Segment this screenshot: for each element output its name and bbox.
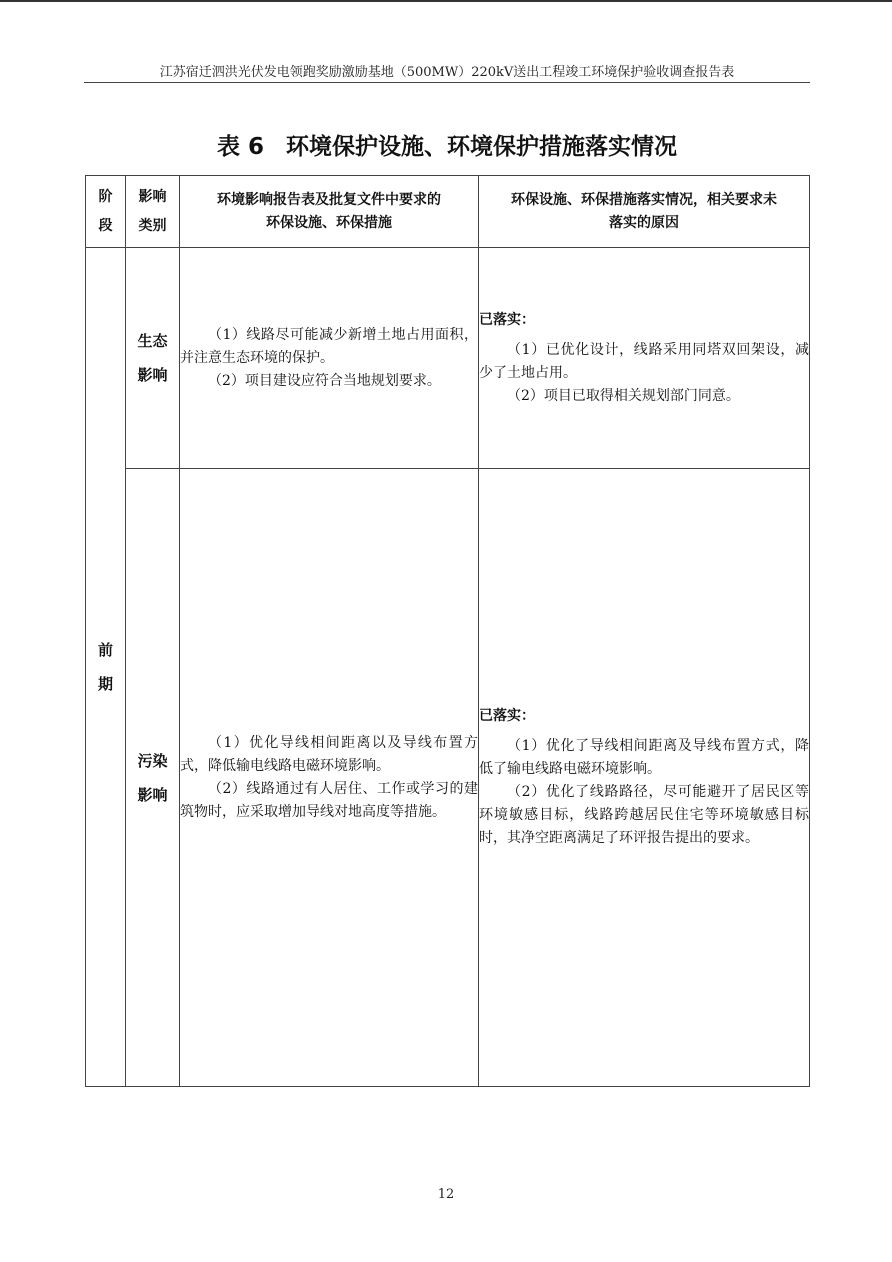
column-header-implementation-line2: 落实的原因	[609, 214, 679, 231]
column-header-requirements-line1: 环境影响报告表及批复文件中要求的	[217, 191, 441, 208]
category-label-line1: 污染	[137, 751, 168, 770]
column-header-stage-line1: 阶	[98, 188, 113, 205]
requirement-item: （1）线路尽可能减少新增土地占用面积，并注意生态环境的保护。	[180, 326, 478, 366]
implementation-cell-ecology	[479, 248, 810, 469]
requirement-item: （1）优化导线相间距离以及导线布置方式，降低输电线路电磁环境影响。	[180, 734, 478, 774]
running-header: 江苏宿迁泗洪光伏发电领跑奖励激励基地（500MW）220kV送出工程竣工环境保护验收调查报告表	[159, 65, 735, 80]
table-title	[84, 130, 810, 164]
stage-label-line2: 期	[97, 675, 113, 693]
column-header-stage-line2: 段	[98, 217, 113, 234]
column-header-requirements	[180, 176, 479, 248]
category-label-line2: 影响	[137, 366, 168, 384]
table-title-text: 环境保护设施、环境保护措施落实情况	[286, 134, 677, 160]
requirement-item: （2）线路通过有人居住、工作或学习的建筑物时，应采取增加导线对地高度等措施。	[180, 780, 478, 820]
status-label: 已落实：	[479, 708, 535, 724]
implementation-item: （1）已优化设计，线路采用同塔双回架设，减少了土地占用。	[479, 341, 809, 381]
stage-cell	[86, 248, 126, 1087]
requirements-cell-pollution	[180, 469, 479, 1087]
column-header-impact-line2: 类别	[138, 217, 167, 234]
page-number: 12	[437, 1187, 455, 1202]
header-rule	[84, 82, 810, 83]
requirement-item: （2）项目建设应符合当地规划要求。	[208, 372, 441, 389]
implementation-cell-pollution	[479, 469, 810, 1087]
column-header-impact	[126, 176, 180, 248]
column-header-implementation-line1: 环保设施、环保措施落实情况，相关要求未	[511, 191, 777, 208]
table-row	[86, 469, 810, 1087]
category-label-line1: 生态	[137, 332, 168, 350]
column-header-impact-line1: 影响	[138, 188, 167, 205]
column-header-stage	[86, 176, 126, 248]
category-cell-ecology	[126, 248, 180, 469]
table-row	[86, 248, 810, 469]
column-header-implementation	[479, 176, 810, 248]
category-cell-pollution	[126, 469, 180, 1087]
category-label-line2: 影响	[137, 785, 168, 804]
stage-label-line1: 前	[97, 641, 113, 659]
column-header-requirements-line2: 环保设施、环保措施	[266, 214, 392, 231]
implementation-item: （2）优化了线路路径，尽可能避开了居民区等环境敏感目标，线路跨越居民住宅等环境敏感目标时，其净空距离满足了环评报告提出的要求。	[479, 784, 809, 846]
table-number: 表 6	[216, 134, 264, 160]
requirements-cell-ecology	[180, 248, 479, 469]
measures-table	[85, 175, 810, 1087]
page-top-border	[0, 0, 892, 2]
table-header-row	[86, 176, 810, 248]
implementation-item: （1）优化了导线相间距离及导线布置方式，降低了输电线路电磁环境影响。	[479, 738, 809, 777]
status-label: 已落实：	[479, 311, 535, 328]
implementation-item: （2）项目已取得相关规划部门同意。	[507, 387, 740, 404]
